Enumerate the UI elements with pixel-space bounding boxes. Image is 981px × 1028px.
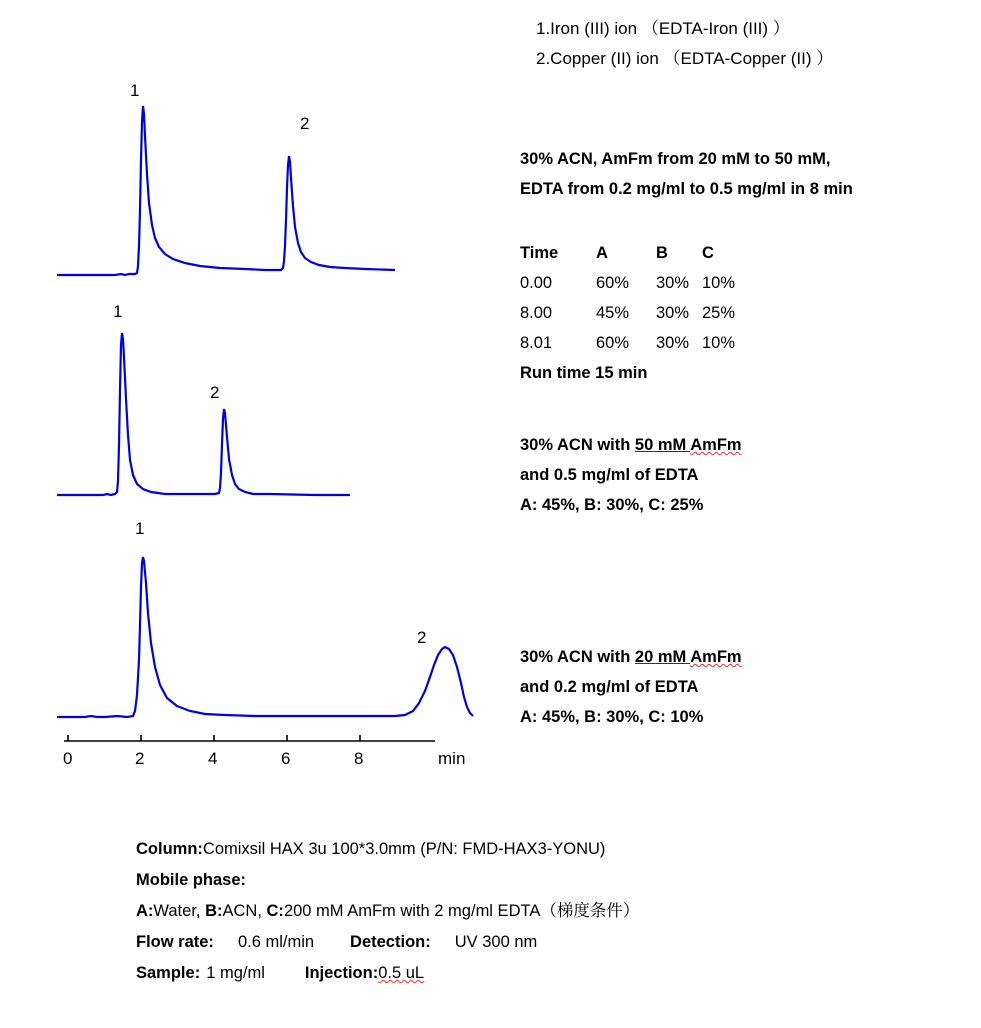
peak-label-1: 1 <box>135 519 145 538</box>
sample-value: 1 mg/ml <box>206 964 265 982</box>
cell-b: 30% <box>656 304 690 322</box>
injection-value: 0.5 uL <box>378 964 425 982</box>
gradient-note-line2: EDTA from 0.2 mg/ml to 0.5 mg/ml in 8 min <box>520 180 853 198</box>
peak-label-2: 2 <box>300 114 310 133</box>
note-line1-post: AmFm <box>690 436 742 454</box>
cell-time: 8.00 <box>520 304 553 322</box>
solvent-c-label: C: <box>266 902 284 920</box>
cell-b: 30% <box>656 274 690 292</box>
cell-b: 30% <box>656 334 690 352</box>
note-line2: and 0.2 mg/ml of EDTA <box>520 678 699 696</box>
solvent-a-label: A: <box>136 902 154 920</box>
peak-legend <box>536 14 833 74</box>
solvent-b-label: B: <box>205 902 223 920</box>
note-line1 <box>520 642 742 672</box>
header-time: Time <box>520 244 559 262</box>
method-column-line <box>136 834 639 865</box>
tick-label-6: 6 <box>281 749 291 768</box>
cell-time: 0.00 <box>520 274 553 292</box>
solvent-b-value: ACN, <box>222 902 267 920</box>
note-line2: and 0.5 mg/ml of EDTA <box>520 466 699 484</box>
legend-item-copper: 2.Copper (II) ion （EDTA-Copper (II) ） <box>536 49 834 68</box>
note-line3: A: 45%, B: 30%, C: 25% <box>520 496 704 514</box>
column-label: Column: <box>136 840 203 858</box>
gradient-note-line1: 30% ACN, AmFm from 20 mM to 50 mM, <box>520 150 831 168</box>
solvent-c-value: 200 mM AmFm with 2 mg/ml EDTA（梯度条件） <box>283 902 640 920</box>
table-row <box>520 328 739 358</box>
note-line1-post: AmFm <box>690 648 742 666</box>
gradient-note <box>520 144 853 204</box>
trace-svg <box>55 70 400 285</box>
method-flow-detection-line <box>136 927 639 958</box>
trace-svg <box>55 505 475 730</box>
solvent-a-value: Water, <box>153 902 206 920</box>
mobile-phase-label: Mobile phase: <box>136 871 247 889</box>
note-line1-underlined: 20 mM <box>634 648 691 666</box>
chromatogram-gradient-run <box>55 70 400 290</box>
header-c: C <box>702 244 714 262</box>
table-row <box>520 268 739 298</box>
chromatogram-isocratic-20mm <box>55 505 475 735</box>
detection-label: Detection: <box>350 933 431 951</box>
method-info <box>136 834 639 989</box>
note-line1-underlined: 50 mM <box>634 436 691 454</box>
tick-label-0: 0 <box>63 749 73 768</box>
note-line1-pre: 30% ACN with <box>520 436 635 454</box>
axis-line-svg <box>55 735 455 749</box>
note-line1 <box>520 430 742 460</box>
cell-time: 8.01 <box>520 334 553 352</box>
injection-label: Injection: <box>304 964 379 982</box>
flow-rate-label: Flow rate: <box>136 933 214 951</box>
header-b: B <box>656 244 668 262</box>
legend-item-iron: 1.Iron (III) ion （EDTA-Iron (III) ） <box>536 19 790 38</box>
header-a: A <box>596 244 608 262</box>
peak-label-2: 2 <box>417 628 427 647</box>
cell-a: 45% <box>596 304 630 322</box>
axis-unit-label: min <box>438 749 466 768</box>
peak-label-2: 2 <box>210 383 220 402</box>
tick-label-4: 4 <box>208 749 218 768</box>
cell-c: 10% <box>702 274 736 292</box>
note-line1-pre: 30% ACN with <box>520 648 635 666</box>
isocratic-50mm-note <box>520 430 742 520</box>
method-abc-line <box>136 896 639 927</box>
peak-label-1: 1 <box>130 81 140 100</box>
isocratic-20mm-note <box>520 642 742 732</box>
cell-c: 10% <box>702 334 736 352</box>
tick-label-2: 2 <box>135 749 145 768</box>
x-axis <box>55 735 466 768</box>
note-line3: A: 45%, B: 30%, C: 10% <box>520 708 704 726</box>
run-time-label: Run time 15 min <box>520 364 648 382</box>
method-sample-injection-line <box>136 958 639 989</box>
peak-label-1: 1 <box>113 302 123 321</box>
gradient-table <box>520 238 739 358</box>
tick-label-8: 8 <box>354 749 364 768</box>
trace-svg <box>55 295 355 500</box>
table-header-row <box>520 238 739 268</box>
detection-value: UV 300 nm <box>454 933 538 951</box>
cell-c: 25% <box>702 304 736 322</box>
table-row <box>520 298 739 328</box>
cell-a: 60% <box>596 334 630 352</box>
flow-rate-value: 0.6 ml/min <box>237 933 315 951</box>
sample-label: Sample: <box>136 964 201 982</box>
cell-a: 60% <box>596 274 630 292</box>
method-mobile-phase-line <box>136 865 639 896</box>
chromatogram-isocratic-50mm <box>55 295 355 505</box>
column-value: Comixsil HAX 3u 100*3.0mm (P/N: FMD-HAX3-YONU) <box>202 840 606 858</box>
